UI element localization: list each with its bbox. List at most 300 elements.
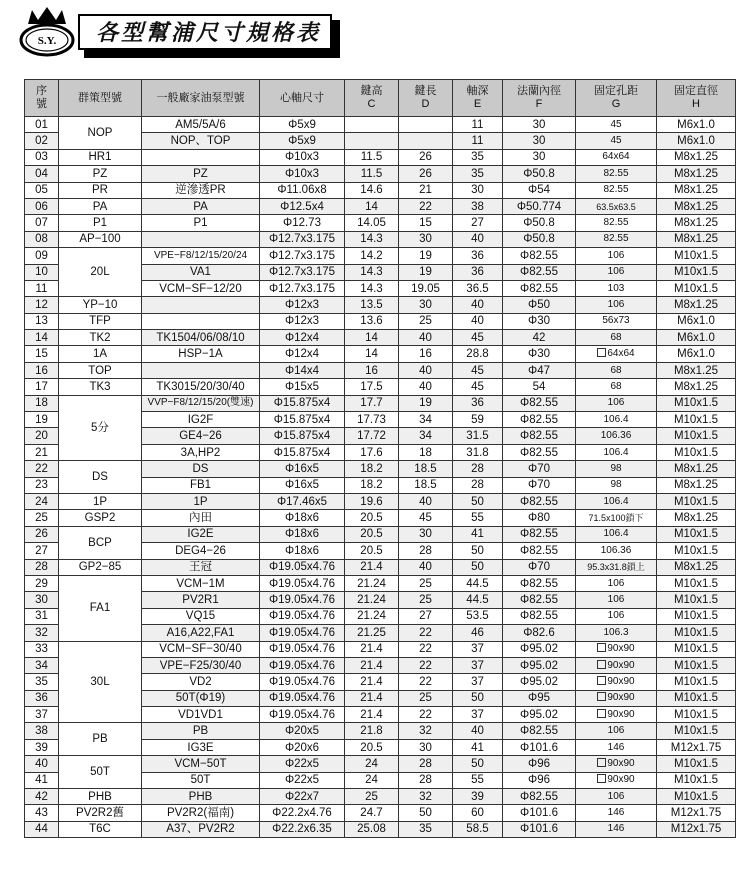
shaft-size: Φ18x6	[260, 543, 345, 559]
hole-distance: 90x90	[576, 690, 657, 706]
key-length: 25	[399, 592, 453, 608]
fixing-diameter: M10x1.5	[657, 707, 736, 723]
flange-diameter: Φ101.6	[503, 739, 576, 755]
column-header-label: 群策型號	[78, 91, 122, 104]
fixing-diameter: M8x1.25	[657, 477, 736, 493]
table-row	[25, 297, 736, 313]
flange-diameter: Φ82.55	[503, 412, 576, 428]
table-row	[25, 510, 736, 526]
pump-model: TK1504/06/08/10	[142, 330, 260, 346]
key-length: 19	[399, 248, 453, 264]
flange-diameter: 30	[503, 149, 576, 165]
flange-diameter: Φ82.55	[503, 280, 576, 296]
shaft-size: Φ15.875x4	[260, 428, 345, 444]
shaft-size: Φ20x6	[260, 739, 345, 755]
square-hole-icon	[597, 643, 606, 652]
hole-distance: 106	[576, 248, 657, 264]
pump-model: VPE−F25/30/40	[142, 657, 260, 673]
column-header	[25, 80, 59, 117]
flange-diameter: 30	[503, 133, 576, 149]
shaft-depth: 59	[453, 412, 503, 428]
pump-model: VQ15	[142, 608, 260, 624]
key-height: 14.3	[345, 231, 399, 247]
key-height: 14.05	[345, 215, 399, 231]
key-length: 22	[399, 707, 453, 723]
key-height: 21.24	[345, 608, 399, 624]
hole-distance: 82.55	[576, 215, 657, 231]
flange-diameter: Φ82.6	[503, 625, 576, 641]
hole-distance: 45	[576, 133, 657, 149]
table-row	[25, 756, 736, 772]
shaft-depth: 11	[453, 117, 503, 133]
key-height: 14	[345, 330, 399, 346]
flange-diameter: Φ82.55	[503, 543, 576, 559]
group-model: PV2R2舊	[59, 805, 142, 821]
flange-diameter: Φ70	[503, 461, 576, 477]
key-length: 28	[399, 543, 453, 559]
hole-distance: 106	[576, 592, 657, 608]
key-height: 14	[345, 198, 399, 214]
table-row	[25, 346, 736, 362]
shaft-depth: 36	[453, 395, 503, 411]
flange-diameter: Φ50.774	[503, 198, 576, 214]
hole-distance: 64x64	[576, 346, 657, 362]
table-row	[25, 461, 736, 477]
key-height: 21.4	[345, 559, 399, 575]
shaft-size: Φ5x9	[260, 117, 345, 133]
flange-diameter: Φ101.6	[503, 821, 576, 837]
key-length	[399, 133, 453, 149]
shaft-size: Φ19.05x4.76	[260, 625, 345, 641]
shaft-size: Φ12.7x3.175	[260, 231, 345, 247]
square-hole-icon	[597, 348, 606, 357]
pump-model: IG2F	[142, 412, 260, 428]
pump-model: VD2	[142, 674, 260, 690]
fixing-diameter: M6x1.0	[657, 313, 736, 329]
shaft-size: Φ19.05x4.76	[260, 690, 345, 706]
column-header-label: 固定直徑	[674, 85, 718, 97]
shaft-depth: 30	[453, 182, 503, 198]
pump-model	[142, 297, 260, 313]
shaft-depth: 27	[453, 215, 503, 231]
hole-distance: 68	[576, 330, 657, 346]
shaft-depth: 55	[453, 510, 503, 526]
key-height: 17.72	[345, 428, 399, 444]
key-length: 18.5	[399, 477, 453, 493]
shaft-depth: 46	[453, 625, 503, 641]
pump-model: P1	[142, 215, 260, 231]
shaft-depth: 40	[453, 313, 503, 329]
hole-distance: 90x90	[576, 756, 657, 772]
key-length: 40	[399, 362, 453, 378]
hole-distance: 98	[576, 477, 657, 493]
pump-model: VCM−50T	[142, 756, 260, 772]
row-number: 27	[25, 543, 59, 559]
key-height: 25.08	[345, 821, 399, 837]
pump-model: NOP、TOP	[142, 133, 260, 149]
flange-diameter: Φ95	[503, 690, 576, 706]
pump-model: PB	[142, 723, 260, 739]
shaft-size: Φ22x7	[260, 789, 345, 805]
hole-distance: 63.5x63.5	[576, 198, 657, 214]
shaft-size: Φ19.05x4.76	[260, 657, 345, 673]
key-height: 16	[345, 362, 399, 378]
shaft-size: Φ17.46x5	[260, 493, 345, 509]
hole-distance: 56x73	[576, 313, 657, 329]
key-height: 14.2	[345, 248, 399, 264]
key-length: 22	[399, 657, 453, 673]
shaft-size: Φ12x4	[260, 330, 345, 346]
column-header	[576, 80, 657, 117]
flange-diameter: Φ82.55	[503, 248, 576, 264]
fixing-diameter: M10x1.5	[657, 395, 736, 411]
flange-diameter: Φ47	[503, 362, 576, 378]
key-height: 21.4	[345, 641, 399, 657]
pump-model: A37、PV2R2	[142, 821, 260, 837]
key-length: 16	[399, 346, 453, 362]
column-header	[59, 80, 142, 117]
fixing-diameter: M10x1.5	[657, 412, 736, 428]
row-number: 07	[25, 215, 59, 231]
key-length: 30	[399, 231, 453, 247]
group-model: PZ	[59, 166, 142, 182]
fixing-diameter: M8x1.25	[657, 231, 736, 247]
fixing-diameter: M8x1.25	[657, 182, 736, 198]
pump-model: DS	[142, 461, 260, 477]
hole-distance: 90x90	[576, 641, 657, 657]
row-number: 24	[25, 493, 59, 509]
crown-logo-icon	[18, 4, 76, 60]
column-header-label: 固定孔距	[594, 85, 638, 97]
pump-model: PV2R1	[142, 592, 260, 608]
square-hole-icon	[597, 692, 606, 701]
key-height: 21.4	[345, 707, 399, 723]
fixing-diameter: M10x1.5	[657, 575, 736, 591]
pump-spec-table	[24, 79, 736, 838]
table-row	[25, 198, 736, 214]
row-number: 04	[25, 166, 59, 182]
shaft-depth: 28	[453, 461, 503, 477]
table-row	[25, 526, 736, 542]
key-length	[399, 117, 453, 133]
fixing-diameter: M10x1.5	[657, 526, 736, 542]
table-row	[25, 182, 736, 198]
shaft-depth: 11	[453, 133, 503, 149]
fixing-diameter: M10x1.5	[657, 789, 736, 805]
key-height: 11.5	[345, 149, 399, 165]
key-height: 24.7	[345, 805, 399, 821]
shaft-size: Φ19.05x4.76	[260, 707, 345, 723]
hole-distance: 82.55	[576, 231, 657, 247]
column-header	[453, 80, 503, 117]
row-number: 19	[25, 412, 59, 428]
fixing-diameter: M10x1.5	[657, 592, 736, 608]
column-header	[260, 80, 345, 117]
table-row	[25, 313, 736, 329]
key-height: 25	[345, 789, 399, 805]
key-height: 21.4	[345, 690, 399, 706]
flange-diameter: Φ82.55	[503, 789, 576, 805]
shaft-size: Φ19.05x4.76	[260, 641, 345, 657]
shaft-size: Φ15x5	[260, 379, 345, 395]
hole-distance: 90x90	[576, 657, 657, 673]
hole-distance: 68	[576, 362, 657, 378]
key-length: 26	[399, 166, 453, 182]
square-hole-icon	[597, 758, 606, 767]
fixing-diameter: M10x1.5	[657, 756, 736, 772]
pump-model: VA1	[142, 264, 260, 280]
key-height: 18.2	[345, 477, 399, 493]
pump-model: VPE−F8/12/15/20/24	[142, 248, 260, 264]
hole-distance: 106	[576, 723, 657, 739]
shaft-depth: 55	[453, 772, 503, 788]
hole-distance: 95.3x31.8鎖上	[576, 559, 657, 575]
key-height	[345, 133, 399, 149]
shaft-depth: 45	[453, 379, 503, 395]
shaft-depth: 37	[453, 674, 503, 690]
flange-diameter: 54	[503, 379, 576, 395]
group-model: GP2−85	[59, 559, 142, 575]
pump-model: AM5/5A/6	[142, 117, 260, 133]
row-number: 39	[25, 739, 59, 755]
key-length: 21	[399, 182, 453, 198]
key-length: 40	[399, 493, 453, 509]
hole-distance: 106	[576, 297, 657, 313]
column-header	[657, 80, 736, 117]
pump-model: DEG4−26	[142, 543, 260, 559]
row-number: 28	[25, 559, 59, 575]
key-length: 45	[399, 510, 453, 526]
table-row	[25, 821, 736, 837]
pump-model: VCM−SF−30/40	[142, 641, 260, 657]
row-number: 05	[25, 182, 59, 198]
flange-diameter: Φ82.55	[503, 592, 576, 608]
square-hole-icon	[597, 660, 606, 669]
pump-model: PA	[142, 198, 260, 214]
pump-model: VD1VD1	[142, 707, 260, 723]
shaft-depth: 37	[453, 707, 503, 723]
fixing-diameter: M10x1.5	[657, 641, 736, 657]
flange-diameter: Φ95.02	[503, 657, 576, 673]
pump-model: PV2R2(福南)	[142, 805, 260, 821]
row-number: 02	[25, 133, 59, 149]
key-length: 22	[399, 641, 453, 657]
key-height: 14.6	[345, 182, 399, 198]
column-header-label: 軸深	[466, 85, 489, 97]
row-number: 22	[25, 461, 59, 477]
shaft-size: Φ12.73	[260, 215, 345, 231]
flange-diameter: Φ70	[503, 559, 576, 575]
key-height: 13.6	[345, 313, 399, 329]
table-row	[25, 330, 736, 346]
shaft-size: Φ16x5	[260, 461, 345, 477]
shaft-depth: 31.8	[453, 444, 503, 460]
group-model: 50T	[59, 756, 142, 789]
key-length: 40	[399, 330, 453, 346]
key-height: 21.25	[345, 625, 399, 641]
group-model: PB	[59, 723, 142, 756]
row-number: 01	[25, 117, 59, 133]
shaft-depth: 60	[453, 805, 503, 821]
key-length: 50	[399, 805, 453, 821]
group-model: DS	[59, 461, 142, 494]
key-length: 35	[399, 821, 453, 837]
table-row	[25, 362, 736, 378]
pump-model: 50T(Φ19)	[142, 690, 260, 706]
key-length: 32	[399, 789, 453, 805]
group-model: TK3	[59, 379, 142, 395]
table-row	[25, 559, 736, 575]
flange-diameter: Φ30	[503, 313, 576, 329]
table-body	[25, 117, 736, 838]
shaft-depth: 40	[453, 231, 503, 247]
fixing-diameter: M8x1.25	[657, 297, 736, 313]
group-model: 20L	[59, 248, 142, 297]
pump-model	[142, 149, 260, 165]
column-header-letter: D	[421, 98, 430, 110]
row-number: 44	[25, 821, 59, 837]
fixing-diameter: M10x1.5	[657, 264, 736, 280]
logo-text: S.Y.	[37, 35, 57, 47]
flange-diameter: Φ50.8	[503, 215, 576, 231]
flange-diameter: 42	[503, 330, 576, 346]
key-length: 30	[399, 297, 453, 313]
shaft-size: Φ12x3	[260, 313, 345, 329]
pump-model: HSP−1A	[142, 346, 260, 362]
group-model: TOP	[59, 362, 142, 378]
flange-diameter: Φ82.55	[503, 428, 576, 444]
hole-distance: 64x64	[576, 149, 657, 165]
key-length: 22	[399, 674, 453, 690]
fixing-diameter: M10x1.5	[657, 674, 736, 690]
key-height: 13.5	[345, 297, 399, 313]
hole-distance: 82.55	[576, 166, 657, 182]
row-number: 16	[25, 362, 59, 378]
pump-model: 逆滲透PR	[142, 182, 260, 198]
group-model: AP−100	[59, 231, 142, 247]
group-model: NOP	[59, 117, 142, 150]
key-length: 30	[399, 526, 453, 542]
pump-model: VVP−F8/12/15/20(雙速)	[142, 395, 260, 411]
shaft-size: Φ11.06x8	[260, 182, 345, 198]
shaft-depth: 37	[453, 641, 503, 657]
row-number: 14	[25, 330, 59, 346]
hole-distance: 106	[576, 575, 657, 591]
key-length: 26	[399, 149, 453, 165]
column-header-letter: F	[535, 98, 543, 110]
hole-distance: 68	[576, 379, 657, 395]
row-number: 32	[25, 625, 59, 641]
key-height: 17.7	[345, 395, 399, 411]
row-number: 38	[25, 723, 59, 739]
shaft-size: Φ12.7x3.175	[260, 264, 345, 280]
row-number: 11	[25, 280, 59, 296]
key-height: 18.2	[345, 461, 399, 477]
shaft-depth: 35	[453, 149, 503, 165]
group-model: 30L	[59, 641, 142, 723]
flange-diameter: Φ95.02	[503, 674, 576, 690]
shaft-size: Φ22.2x4.76	[260, 805, 345, 821]
shaft-depth: 50	[453, 543, 503, 559]
row-number: 42	[25, 789, 59, 805]
column-header	[503, 80, 576, 117]
key-length: 30	[399, 739, 453, 755]
row-number: 23	[25, 477, 59, 493]
fixing-diameter: M10x1.5	[657, 608, 736, 624]
square-hole-icon	[597, 709, 606, 718]
fixing-diameter: M10x1.5	[657, 690, 736, 706]
flange-diameter: Φ95.02	[503, 641, 576, 657]
shaft-size: Φ19.05x4.76	[260, 674, 345, 690]
key-height: 20.5	[345, 739, 399, 755]
shaft-depth: 50	[453, 690, 503, 706]
column-header-label: 鍵高	[360, 85, 383, 97]
group-model: PR	[59, 182, 142, 198]
shaft-size: Φ15.875x4	[260, 412, 345, 428]
pump-model: 3A,HP2	[142, 444, 260, 460]
fixing-diameter: M10x1.5	[657, 248, 736, 264]
key-height: 17.73	[345, 412, 399, 428]
fixing-diameter: M10x1.5	[657, 625, 736, 641]
row-number: 15	[25, 346, 59, 362]
group-model: TFP	[59, 313, 142, 329]
row-number: 26	[25, 526, 59, 542]
hole-distance: 146	[576, 821, 657, 837]
flange-diameter: Φ82.55	[503, 493, 576, 509]
hole-distance: 90x90	[576, 772, 657, 788]
shaft-depth: 36	[453, 264, 503, 280]
hole-distance: 106	[576, 395, 657, 411]
group-model: PHB	[59, 789, 142, 805]
row-number: 12	[25, 297, 59, 313]
shaft-size: Φ18x6	[260, 510, 345, 526]
group-model: 1P	[59, 493, 142, 509]
fixing-diameter: M8x1.25	[657, 559, 736, 575]
row-number: 37	[25, 707, 59, 723]
fixing-diameter: M12x1.75	[657, 805, 736, 821]
table-row	[25, 789, 736, 805]
pump-model: GE4−26	[142, 428, 260, 444]
table-row	[25, 395, 736, 411]
row-number: 41	[25, 772, 59, 788]
flange-diameter: Φ82.55	[503, 608, 576, 624]
pump-model	[142, 231, 260, 247]
key-height: 21.24	[345, 575, 399, 591]
flange-diameter: Φ82.55	[503, 395, 576, 411]
table-row	[25, 641, 736, 657]
hole-distance: 106.4	[576, 493, 657, 509]
shaft-depth: 35	[453, 166, 503, 182]
hole-distance: 82.55	[576, 182, 657, 198]
group-model: YP−10	[59, 297, 142, 313]
hole-distance: 71.5x100鎖下	[576, 510, 657, 526]
table-row	[25, 805, 736, 821]
group-model: HR1	[59, 149, 142, 165]
hole-distance: 90x90	[576, 674, 657, 690]
table-row	[25, 493, 736, 509]
key-length: 34	[399, 428, 453, 444]
flange-diameter: Φ82.55	[503, 444, 576, 460]
column-header-label: 鍵長	[414, 85, 437, 97]
key-height: 11.5	[345, 166, 399, 182]
shaft-depth: 28.8	[453, 346, 503, 362]
flange-diameter: Φ50.8	[503, 231, 576, 247]
shaft-size: Φ22x5	[260, 756, 345, 772]
shaft-size: Φ19.05x4.76	[260, 559, 345, 575]
row-number: 31	[25, 608, 59, 624]
key-height: 17.6	[345, 444, 399, 460]
key-height: 21.8	[345, 723, 399, 739]
